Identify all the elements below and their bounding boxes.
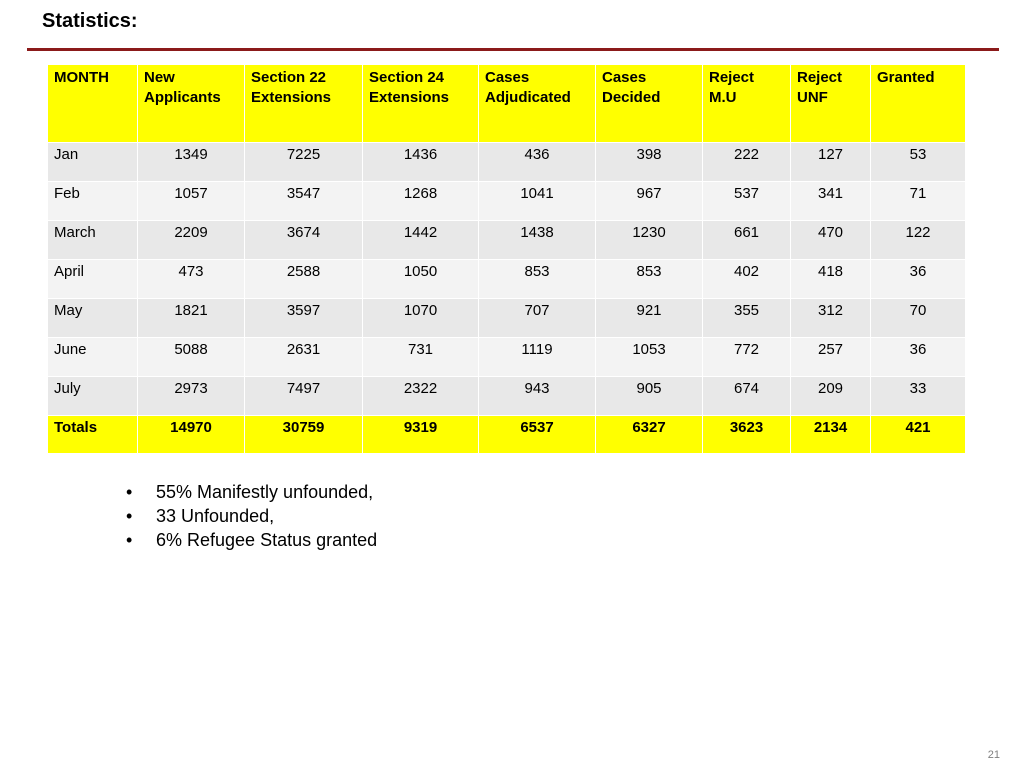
statistics-table bbox=[47, 64, 966, 454]
cell-cases-decided: 905 bbox=[596, 377, 703, 416]
total-granted: 421 bbox=[871, 416, 966, 454]
cell-new-applicants: 2209 bbox=[138, 221, 245, 260]
table-row bbox=[48, 338, 966, 377]
cell-cases-adjudicated: 707 bbox=[479, 299, 596, 338]
cell-reject-unf: 312 bbox=[791, 299, 871, 338]
bullet-item bbox=[126, 480, 377, 504]
cell-reject-unf: 127 bbox=[791, 143, 871, 182]
cell-granted: 53 bbox=[871, 143, 966, 182]
table-body bbox=[48, 143, 966, 416]
total-reject-mu: 3623 bbox=[703, 416, 791, 454]
summary-bullet-list bbox=[126, 480, 377, 552]
table-header-row bbox=[48, 65, 966, 143]
cell-new-applicants: 1349 bbox=[138, 143, 245, 182]
cell-section-22-extensions: 3674 bbox=[245, 221, 363, 260]
cell-reject-unf: 341 bbox=[791, 182, 871, 221]
cell-new-applicants: 473 bbox=[138, 260, 245, 299]
header-reject-unf: Reject UNF bbox=[791, 65, 871, 143]
cell-section-22-extensions: 3547 bbox=[245, 182, 363, 221]
table-row bbox=[48, 260, 966, 299]
cell-section-24-extensions: 1436 bbox=[363, 143, 479, 182]
cell-month: May bbox=[48, 299, 138, 338]
cell-cases-adjudicated: 436 bbox=[479, 143, 596, 182]
cell-section-24-extensions: 1050 bbox=[363, 260, 479, 299]
cell-month: July bbox=[48, 377, 138, 416]
header-new-applicants: New Applicants bbox=[138, 65, 245, 143]
bullet-text: 55% Manifestly unfounded, bbox=[156, 482, 374, 502]
cell-cases-adjudicated: 1119 bbox=[479, 338, 596, 377]
title-divider bbox=[27, 48, 999, 51]
total-cases-decided: 6327 bbox=[596, 416, 703, 454]
cell-reject-mu: 222 bbox=[703, 143, 791, 182]
cell-month: Jan bbox=[48, 143, 138, 182]
cell-reject-mu: 674 bbox=[703, 377, 791, 416]
cell-reject-unf: 209 bbox=[791, 377, 871, 416]
totals-label: Totals bbox=[48, 416, 138, 454]
bullet-icon: • bbox=[126, 506, 133, 526]
cell-granted: 122 bbox=[871, 221, 966, 260]
cell-cases-decided: 398 bbox=[596, 143, 703, 182]
table-row bbox=[48, 143, 966, 182]
cell-reject-mu: 537 bbox=[703, 182, 791, 221]
cell-month: March bbox=[48, 221, 138, 260]
bullet-text: 6% Refugee Status granted bbox=[156, 530, 378, 550]
header-reject-mu: Reject M.U bbox=[703, 65, 791, 143]
cell-reject-unf: 418 bbox=[791, 260, 871, 299]
table-row bbox=[48, 377, 966, 416]
cell-cases-adjudicated: 943 bbox=[479, 377, 596, 416]
cell-granted: 36 bbox=[871, 260, 966, 299]
cell-reject-mu: 355 bbox=[703, 299, 791, 338]
header-section-22-extensions: Section 22 Extensions bbox=[245, 65, 363, 143]
cell-new-applicants: 1821 bbox=[138, 299, 245, 338]
cell-reject-unf: 470 bbox=[791, 221, 871, 260]
bullet-item bbox=[126, 528, 377, 552]
cell-section-22-extensions: 7225 bbox=[245, 143, 363, 182]
page-number: 21 bbox=[987, 749, 1000, 761]
cell-section-24-extensions: 1070 bbox=[363, 299, 479, 338]
cell-cases-decided: 853 bbox=[596, 260, 703, 299]
cell-granted: 33 bbox=[871, 377, 966, 416]
total-section-22-extensions: 30759 bbox=[245, 416, 363, 454]
header-cases-adjudicated: Cases Adjudicated bbox=[479, 65, 596, 143]
slide-title: Statistics: bbox=[42, 10, 138, 32]
table-row bbox=[48, 221, 966, 260]
bullet-icon: • bbox=[126, 482, 133, 502]
cell-reject-mu: 772 bbox=[703, 338, 791, 377]
cell-section-24-extensions: 2322 bbox=[363, 377, 479, 416]
table-row bbox=[48, 182, 966, 221]
cell-cases-adjudicated: 1438 bbox=[479, 221, 596, 260]
bullet-item bbox=[126, 504, 377, 528]
total-cases-adjudicated: 6537 bbox=[479, 416, 596, 454]
total-new-applicants: 14970 bbox=[138, 416, 245, 454]
cell-new-applicants: 1057 bbox=[138, 182, 245, 221]
cell-cases-adjudicated: 853 bbox=[479, 260, 596, 299]
cell-cases-decided: 1053 bbox=[596, 338, 703, 377]
cell-section-24-extensions: 1268 bbox=[363, 182, 479, 221]
cell-month: Feb bbox=[48, 182, 138, 221]
cell-month: April bbox=[48, 260, 138, 299]
total-section-24-extensions: 9319 bbox=[363, 416, 479, 454]
cell-granted: 71 bbox=[871, 182, 966, 221]
cell-section-22-extensions: 3597 bbox=[245, 299, 363, 338]
table-row bbox=[48, 299, 966, 338]
header-month: MONTH bbox=[48, 65, 138, 143]
cell-cases-decided: 1230 bbox=[596, 221, 703, 260]
cell-section-22-extensions: 2631 bbox=[245, 338, 363, 377]
cell-granted: 70 bbox=[871, 299, 966, 338]
cell-new-applicants: 2973 bbox=[138, 377, 245, 416]
cell-reject-mu: 661 bbox=[703, 221, 791, 260]
cell-new-applicants: 5088 bbox=[138, 338, 245, 377]
cell-cases-adjudicated: 1041 bbox=[479, 182, 596, 221]
cell-section-22-extensions: 7497 bbox=[245, 377, 363, 416]
total-reject-unf: 2134 bbox=[791, 416, 871, 454]
bullet-text: 33 Unfounded, bbox=[156, 506, 275, 526]
header-cases-decided: Cases Decided bbox=[596, 65, 703, 143]
totals-row bbox=[48, 416, 966, 454]
cell-section-22-extensions: 2588 bbox=[245, 260, 363, 299]
cell-cases-decided: 921 bbox=[596, 299, 703, 338]
header-granted: Granted bbox=[871, 65, 966, 143]
cell-cases-decided: 967 bbox=[596, 182, 703, 221]
cell-reject-mu: 402 bbox=[703, 260, 791, 299]
cell-section-24-extensions: 731 bbox=[363, 338, 479, 377]
header-section-24-extensions: Section 24 Extensions bbox=[363, 65, 479, 143]
bullet-icon: • bbox=[126, 530, 133, 550]
cell-reject-unf: 257 bbox=[791, 338, 871, 377]
cell-section-24-extensions: 1442 bbox=[363, 221, 479, 260]
cell-month: June bbox=[48, 338, 138, 377]
cell-granted: 36 bbox=[871, 338, 966, 377]
